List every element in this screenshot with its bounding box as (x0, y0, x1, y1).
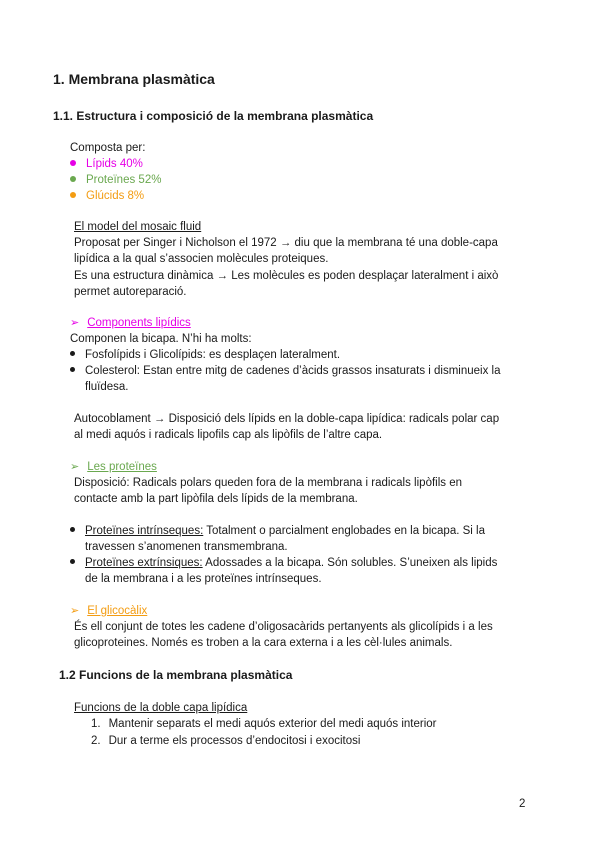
proteins-line: Disposició: Radicals polars queden fora de la membrana i radicals lipòfils en (74, 477, 463, 489)
list-item-intrinsic: Proteïnes intrínseques: Totalment o parcialment englobades en la bicapa. Si la (70, 523, 485, 539)
list-item-continuation: travessen s’anomenen transmembrana. (85, 541, 288, 553)
bullet-dot (70, 176, 76, 182)
mosaic-title: El model del mosaic fluid (74, 221, 202, 233)
mosaic-line: Proposat per Singer i Nicholson el 1972 → diu que la membrana té una doble-capa (74, 237, 498, 249)
proteins-line: contacte amb la part lipòfila dels lípids de la membrana. (74, 493, 358, 505)
bullet-dot (70, 351, 75, 356)
glycocalyx-heading (70, 603, 147, 619)
composition-item-glucids: Glúcids 8% (70, 188, 144, 204)
section-1-1-title: 1.1. Estructura i composició de la membrana plasmàtica (53, 109, 374, 123)
list-item-extrinsic: Proteïnes extrínsiques: Adossades a la bicapa. Són solubles. S’uneixen als lipids (70, 555, 497, 571)
list-item: Fosfolípids i Glicolípids: es desplaçen lateralment. (70, 347, 528, 363)
lipids-heading (70, 315, 191, 331)
arrowhead-icon: ➢ (70, 461, 80, 473)
list-item-continuation: de la membrana i a les proteïnes intrínseques. (85, 573, 322, 585)
functions-subtitle: Funcions de la doble capa lipídica (74, 702, 248, 714)
glycocalyx-line: glicoproteines. Només es troben a la cara externa i a les cèl·lules animals. (74, 637, 453, 649)
mosaic-line: permet autoreparació. (74, 286, 187, 298)
glycocalyx-line: És ell conjunt de totes les cadene d’oligosacàrids pertanyents als glicolípids i a les (74, 621, 493, 633)
composition-label: Composta per: (70, 142, 146, 154)
lipids-intro: Componen la bicapa. N’hi ha molts: (70, 333, 252, 345)
bullet-dot (70, 527, 75, 532)
composition-item-lipids: Lípids 40% (70, 156, 143, 172)
bullet-dot (70, 559, 75, 564)
proteins-heading (70, 459, 157, 475)
arrowhead-icon: ➢ (70, 317, 80, 329)
bullet-dot (70, 367, 75, 372)
bullet-dot (70, 192, 76, 198)
bullet-dot (70, 160, 76, 166)
composition-item-proteins: Proteïnes 52% (70, 172, 161, 188)
section-1-2-title: 1.2 Funcions de la membrana plasmàtica (59, 668, 293, 682)
glycocalyx-title: El glicocàlix (87, 605, 148, 617)
mosaic-line: Es una estructura dinàmica → Les molècules es poden desplaçar lateralment i això (74, 270, 499, 282)
autocoblament-line: Autocoblament → Disposició dels lípids en la doble-capa lipídica: radicals polar cap (74, 413, 500, 425)
lipids-title: Components lipídics (87, 317, 191, 329)
list-item: Colesterol: Estan entre mitg de cadenes d’àcids grassos insaturats i disminueix la (70, 363, 528, 379)
autocoblament-line: al medi aquós i radicals lipofils cap als lipòfils de l’altre capa. (74, 429, 383, 441)
arrowhead-icon: ➢ (70, 605, 80, 617)
proteins-title: Les proteïnes (87, 461, 157, 473)
numbered-item: 2. Dur a terme els processos d’endocitosi i exocitosi (91, 735, 361, 747)
mosaic-line: lipídica a la qual s’associen molècules proteiques. (74, 253, 329, 265)
page-title: 1. Membrana plasmàtica (53, 71, 215, 87)
numbered-item: 1. Mantenir separats el medi aquós exterior del medi aquós interior (91, 718, 437, 730)
list-item-continuation: fluïdesa. (85, 381, 129, 393)
page-number: 2 (519, 798, 526, 810)
